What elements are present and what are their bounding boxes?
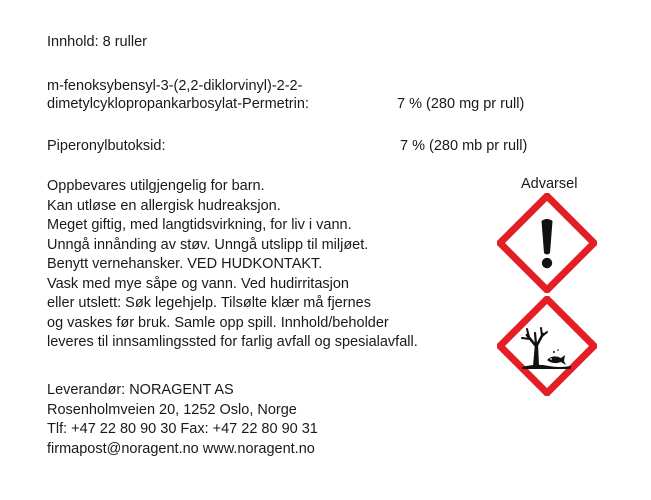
- warning-line: Benytt vernehansker. VED HUDKONTAKT.: [47, 256, 323, 272]
- ingredient-name-line1: m-fenoksybensyl-3-(2,2-diklorvinyl)-2-2-: [47, 78, 303, 94]
- ingredient-name: Piperonylbutoksid:: [47, 138, 166, 154]
- warning-line: eller utslett: Søk legehjelp. Tilsølte klær må fjernes: [47, 295, 371, 311]
- warning-line: Oppbevares utilgjengelig for barn.: [47, 178, 265, 194]
- environment-hazard-icon: [497, 296, 597, 396]
- supplier-name: Leverandør: NORAGENT AS: [47, 382, 234, 398]
- contents-line: [47, 33, 147, 51]
- warning-line: leveres til innsamlingssted for farlig avfall og spesialavfall.: [47, 334, 418, 350]
- supplier-info: [47, 381, 318, 459]
- supplier-email-web: firmapost@noragent.no www.noragent.no: [47, 440, 315, 457]
- warning-line: Vask med mye såpe og vann. Ved hudirritasjon: [47, 275, 349, 292]
- ingredient-name-line2: dimetylcyklopropankarbosylat-Permetrin:: [47, 96, 309, 112]
- exclamation-mark-icon: [497, 193, 597, 293]
- warning-text: [47, 177, 418, 353]
- warning-line: Kan utløse en allergisk hudreaksjon.: [47, 197, 281, 214]
- supplier-address: Rosenholmveien 20, 1252 Oslo, Norge: [47, 401, 297, 418]
- ingredient-amount: 7 % (280 mb pr rull): [400, 138, 528, 154]
- warning-line: og vaskes før bruk. Samle opp spill. Innhold/beholder: [47, 314, 389, 331]
- contents-label: Innhold:: [47, 34, 99, 50]
- ingredient-amount: 7 % (280 mg pr rull): [397, 96, 525, 112]
- supplier-phone-fax: Tlf: +47 22 80 90 30 Fax: +47 22 80 90 31: [47, 421, 318, 437]
- warning-line: Unngå innånding av støv. Unngå utslipp til miljøet.: [47, 236, 369, 253]
- contents-value: 8 ruller: [102, 34, 147, 50]
- signal-word: Advarsel: [521, 176, 578, 192]
- warning-line: Meget giftig, med langtidsvirkning, for liv i vann.: [47, 217, 352, 233]
